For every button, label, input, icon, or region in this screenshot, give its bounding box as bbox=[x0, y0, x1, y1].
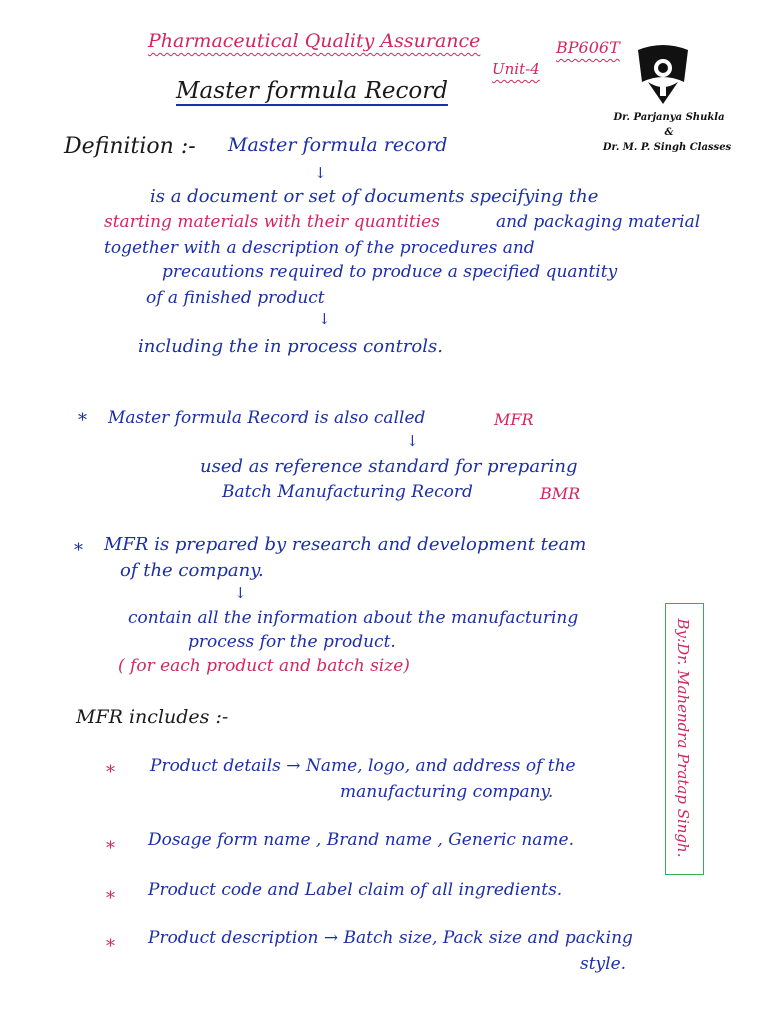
definition-line-6: including the in process controls. bbox=[138, 336, 443, 357]
include-item-1-line-1: Product details → Name, logo, and address of the bbox=[150, 756, 576, 776]
definition-line-4: precautions required to produce a specified quantity bbox=[162, 262, 618, 282]
bullet-star-icon: * bbox=[74, 540, 83, 561]
down-arrow-icon: ↓ bbox=[406, 432, 419, 450]
bullet-star-icon: * bbox=[106, 888, 115, 909]
point2-sub-1: contain all the information about the manufacturing bbox=[128, 608, 579, 628]
down-arrow-icon: ↓ bbox=[314, 164, 327, 182]
down-arrow-icon: ↓ bbox=[318, 310, 331, 328]
logo-line-3: Dr. M. P. Singh Classes bbox=[602, 142, 732, 153]
subject-title: Pharmaceutical Quality Assurance bbox=[148, 30, 481, 52]
point1-sub-1: used as reference standard for preparing bbox=[200, 456, 578, 477]
definition-line-2-highlight: starting materials with their quantities bbox=[104, 212, 440, 232]
definition-line-1: is a document or set of documents specifying the bbox=[150, 186, 599, 207]
point2-line-2: of the company. bbox=[120, 560, 264, 581]
definition-line-5: of a finished product bbox=[146, 288, 325, 308]
point2-sub-3: ( for each product and batch size) bbox=[118, 656, 410, 676]
includes-heading: MFR includes :- bbox=[76, 706, 229, 728]
logo-line-1: Dr. Parjanya Shukla bbox=[613, 112, 725, 123]
definition-label: Definition :- bbox=[64, 134, 196, 159]
bullet-star-icon: * bbox=[106, 936, 115, 957]
point1-abbr: MFR bbox=[494, 410, 534, 429]
definition-line-3: together with a description of the procedures and bbox=[104, 238, 535, 258]
include-item-4-line-1: Product description → Batch size, Pack size and packing bbox=[148, 928, 633, 948]
point2-line-1: MFR is prepared by research and development team bbox=[104, 534, 587, 555]
point2-sub-2: process for the product. bbox=[188, 632, 396, 652]
page-title: Master formula Record bbox=[176, 78, 448, 104]
logo-line-2: & bbox=[664, 127, 674, 138]
author-side-note: By:Dr. Mahendra Pratap Singh. bbox=[674, 618, 692, 858]
include-item-4-line-2: style. bbox=[580, 954, 627, 974]
definition-line-2-rest: and packaging material bbox=[496, 212, 701, 232]
include-item-3-line-1: Product code and Label claim of all ingredients. bbox=[148, 880, 563, 900]
down-arrow-icon: ↓ bbox=[234, 584, 247, 602]
point1-sub-2-abbr: BMR bbox=[540, 484, 581, 503]
bullet-star-icon: * bbox=[106, 762, 115, 783]
unit-label: Unit-4 bbox=[492, 60, 540, 78]
include-item-1-line-2: manufacturing company. bbox=[340, 782, 554, 802]
definition-term: Master formula record bbox=[228, 134, 448, 156]
bullet-star-icon: * bbox=[78, 410, 87, 431]
include-item-2-line-1: Dosage form name , Brand name , Generic name. bbox=[148, 830, 574, 850]
course-code: BP606T bbox=[556, 38, 620, 57]
point1-text: Master formula Record is also called bbox=[108, 408, 426, 428]
point1-sub-2: Batch Manufacturing Record bbox=[222, 482, 473, 502]
classes-logo-icon bbox=[634, 42, 692, 106]
bullet-star-icon: * bbox=[106, 838, 115, 859]
